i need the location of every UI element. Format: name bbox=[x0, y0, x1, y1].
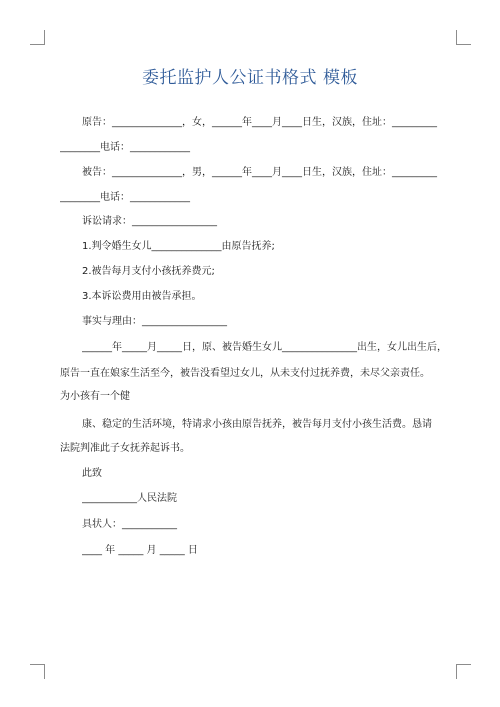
defendant-phone-line: ________电话：____________ bbox=[60, 192, 190, 203]
salutation: 此致 bbox=[82, 468, 102, 479]
facts-paragraph-line-3: 为小孩有一个健 bbox=[60, 391, 130, 402]
document-title: 委托监护人公证书格式 模板 bbox=[142, 68, 358, 88]
page-corner-mark-bottom-left bbox=[30, 664, 45, 679]
facts-paragraph-line-5: 法院判准此子女抚养起诉书。 bbox=[60, 443, 190, 454]
date-line: ____ 年 _____ 月 _____ 日 bbox=[82, 545, 198, 556]
claim-item-1: 1.判令婚生女儿______________由原告抚养; bbox=[82, 241, 275, 252]
facts-paragraph-line-1: ______年_____月_____日，原、被告婚生女儿_______________出生，女儿出生后， bbox=[82, 342, 447, 353]
petitioner-signature-line: 具状人：___________ bbox=[82, 519, 177, 530]
page-corner-mark-top-left bbox=[30, 30, 45, 45]
plaintiff-line: 原告：______________，女，______年____月____日生，汉族，住址：_________ bbox=[82, 117, 437, 128]
court-name-line: ___________人民法院 bbox=[82, 493, 177, 504]
facts-heading: 事实与理由：_________________ bbox=[82, 316, 227, 327]
facts-paragraph-line-2: 原告一直在娘家生活至今，被告没看望过女儿，从未支付过抚养费，未尽父亲责任。 bbox=[60, 368, 430, 379]
page-corner-mark-top-right bbox=[456, 30, 471, 45]
claim-item-3: 3.本诉讼费用由被告承担。 bbox=[82, 291, 202, 302]
claims-heading: 诉讼请求：_________________ bbox=[82, 216, 217, 227]
plaintiff-phone-line: ________电话：____________ bbox=[60, 142, 190, 153]
claim-item-2: 2.被告每月支付小孩抚养费元; bbox=[82, 266, 215, 277]
facts-paragraph-line-4: 康、稳定的生活环境，特请求小孩由原告抚养，被告每月支付小孩生活费。恳请 bbox=[82, 419, 432, 430]
defendant-line: 被告：______________，男，______年____月____日生，汉族，住址：_________ bbox=[82, 167, 437, 178]
page-corner-mark-bottom-right bbox=[456, 664, 471, 679]
